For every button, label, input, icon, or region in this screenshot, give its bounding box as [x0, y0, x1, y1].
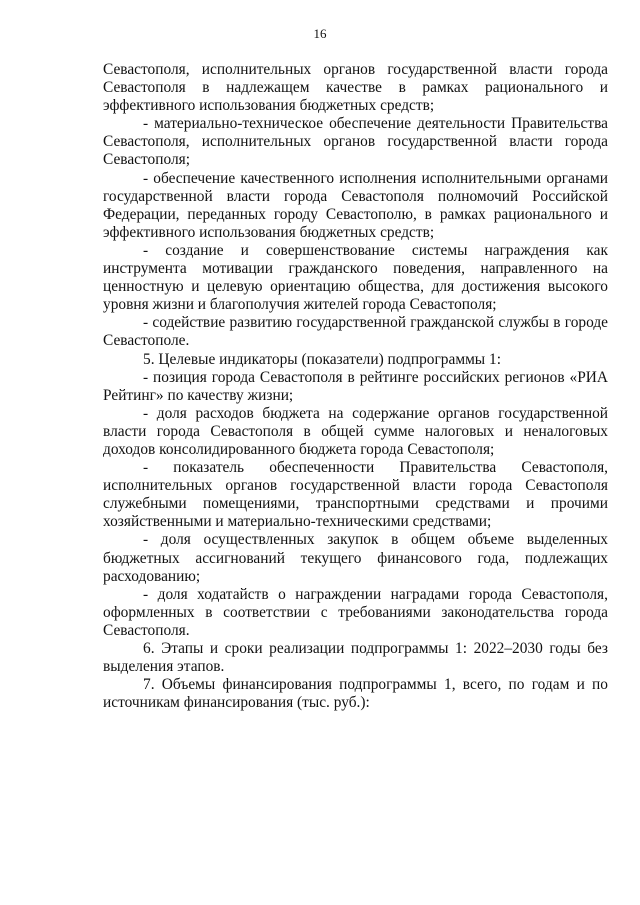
document-body	[103, 61, 608, 712]
paragraph: - доля расходов бюджета на содержание органов государственной власти города Севастополя в общей сумме налоговых и неналоговых доходов консолидированного бюджета города Севастополя;	[103, 404, 608, 458]
paragraph: Севастополя, исполнительных органов государственной власти города Севастополя в надлежащем качестве в рамках рационального и эффективного использования бюджетных средств;	[103, 61, 608, 115]
paragraph: 6. Этапы и сроки реализации подпрограммы 1: 2022–2030 годы без выделения этапов.	[103, 640, 608, 676]
paragraph: - показатель обеспеченности Правительства Севастополя, исполнительных органов государственной власти города Севастополя служебными помещениями, транспортными средствами и прочими хозяйственными и материально-техническими средствами;	[103, 459, 608, 531]
paragraph: - доля ходатайств о награждении наградами города Севастополя, оформленных в соответствии с требованиями законодательства города Севастополя.	[103, 585, 608, 639]
paragraph: - содействие развитию государственной гражданской службы в городе Севастополе.	[103, 314, 608, 350]
page-number: 16	[313, 26, 327, 41]
paragraph: 5. Целевые индикаторы (показатели) подпрограммы 1:	[143, 350, 501, 368]
paragraph: - обеспечение качественного исполнения исполнительными органами государственной власти города Севастополя полномочий Российской Федерации, переданных городу Севастополю, в рамках рационального и эффективного использования бюджетных средств;	[103, 169, 608, 241]
paragraph: 7. Объемы финансирования подпрограммы 1, всего, по годам и по источникам финансирования (тыс. руб.):	[103, 676, 608, 712]
paragraph: - материально-техническое обеспечение деятельности Правительства Севастополя, исполнительных органов государственной власти города Севастополя;	[103, 115, 608, 169]
paragraph: - позиция города Севастополя в рейтинге российских регионов «РИА Рейтинг» по качеству жизни;	[103, 368, 608, 404]
paragraph: - доля осуществленных закупок в общем объеме выделенных бюджетных ассигнований текущего финансового года, подлежащих расходованию;	[103, 531, 608, 585]
paragraph: - создание и совершенствование системы награждения как инструмента мотивации гражданского поведения, направленного на ценностную и целевую ориентацию общества, для достижения высокого уровня жизни и благополучия жителей города Севастополя;	[103, 241, 608, 314]
